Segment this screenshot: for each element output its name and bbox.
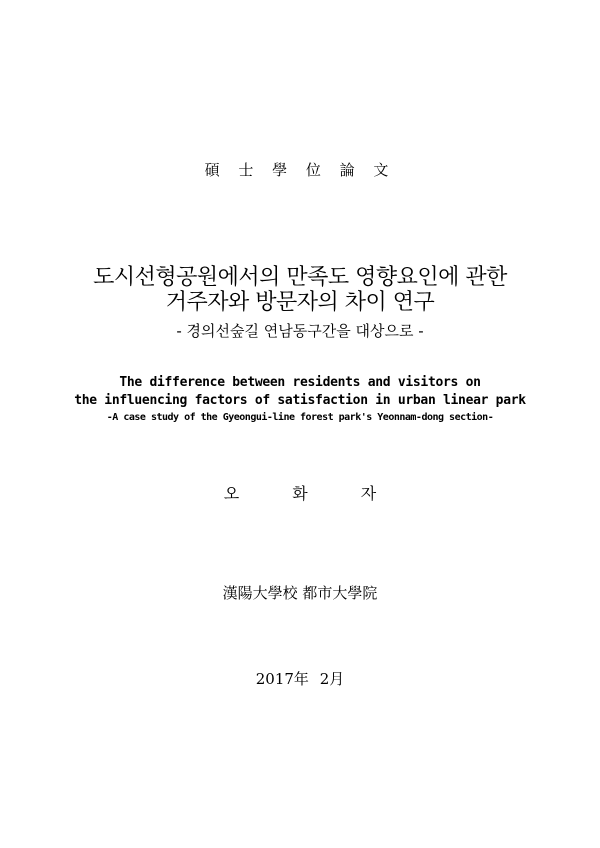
korean-subtitle: - 경의선숲길 연남동구간을 대상으로 - [176, 322, 424, 340]
english-title-line-1: The difference between residents and visitors on [119, 375, 481, 390]
author-name: 오 화 자 [223, 484, 401, 503]
korean-title-line-1: 도시선형공원에서의 만족도 영향요인에 관한 [93, 265, 507, 290]
korean-title-line-2: 거주자와 방문자의 차이 연구 [165, 290, 435, 315]
university-name: 漢陽大學校 都市大學院 [222, 584, 378, 602]
english-title-line-2: the influencing factors of satisfaction in urban linear park [74, 393, 526, 408]
submission-date: 2017年 2月 [255, 670, 345, 688]
english-subtitle: -A case study of the Gyeongui-line forest park's Yeonnam-dong section- [106, 412, 494, 423]
degree-type: 碩 士 學 位 論 文 [204, 161, 396, 179]
